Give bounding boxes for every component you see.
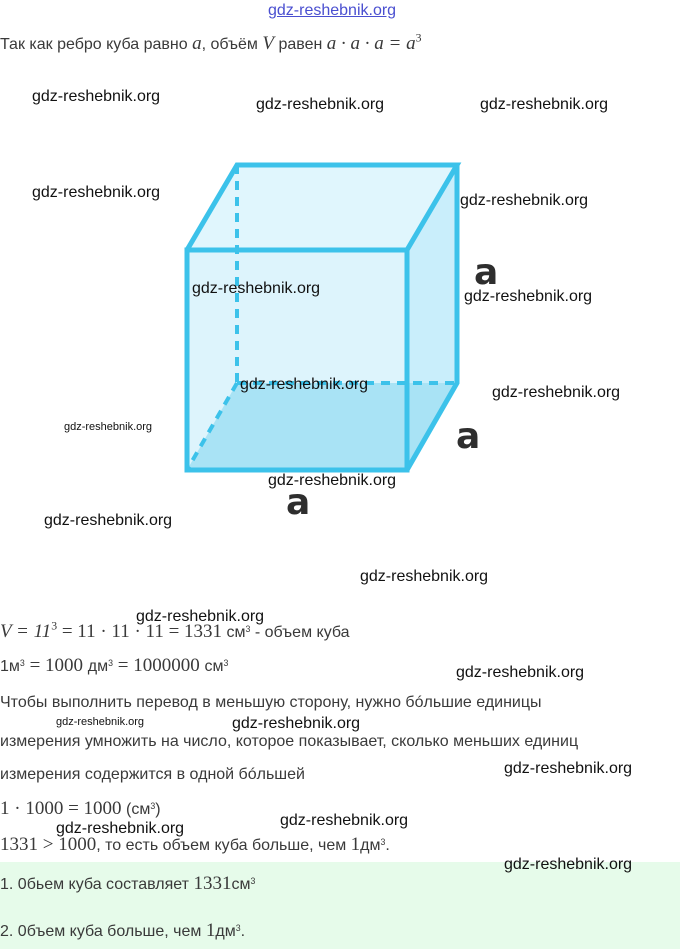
var-a: a <box>192 33 202 54</box>
edge-label-height: a <box>474 252 499 293</box>
paragraph-line-2: измерения умножить на число, которое показывает, сколько меньших единиц <box>0 733 579 750</box>
comparison-end: . <box>385 837 390 854</box>
watermark: gdz-reshebnik.org <box>232 715 361 732</box>
units-b: = 1000 <box>24 655 88 676</box>
units-a: 1м <box>0 658 20 675</box>
volume-unit: см <box>226 624 246 641</box>
units-c-exp: 3 <box>223 658 229 669</box>
intro-prefix: Так как ребро куба равно <box>0 36 188 53</box>
watermark: gdz-reshebnik.org <box>44 512 173 529</box>
answer-1 <box>0 873 255 895</box>
conversion-exp: 3 <box>150 801 156 812</box>
intro-exp: 3 <box>415 31 422 45</box>
watermark: gdz-reshebnik.org <box>492 384 621 401</box>
watermark: gdz-reshebnik.org <box>504 856 633 873</box>
watermark: gdz-reshebnik.org <box>192 280 321 297</box>
units-c: = 1000000 <box>113 655 205 676</box>
watermark: gdz-reshebnik.org <box>32 88 161 105</box>
watermark: gdz-reshebnik.org <box>360 568 489 585</box>
watermark: gdz-reshebnik.org <box>280 812 409 829</box>
answer-2-value: 1 <box>205 920 216 941</box>
volume-rest: = 11 · 11 · 11 = 1331 <box>57 621 223 642</box>
units-line <box>0 655 228 677</box>
comparison-unit: дм <box>360 837 381 854</box>
comparison-value: 1 <box>350 834 361 855</box>
conversion-close: ) <box>155 801 161 818</box>
watermark: gdz-reshebnik.org <box>504 760 633 777</box>
watermark: gdz-reshebnik.org <box>460 192 589 209</box>
watermark: gdz-reshebnik.org <box>256 96 385 113</box>
answer-2-exp: 3 <box>235 923 241 934</box>
answer-2 <box>0 920 245 942</box>
volume-tail: - объем куба <box>250 624 350 641</box>
conversion-formula: 1 · 1000 = 1000 <box>0 798 122 819</box>
watermark: gdz-reshebnik.org <box>480 96 609 113</box>
site-header-link[interactable]: gdz-reshebnik.org <box>268 2 397 19</box>
conversion-line <box>0 798 161 820</box>
answer-1-unit: см <box>231 876 251 893</box>
watermark: gdz-reshebnik.org <box>240 376 369 393</box>
watermark: gdz-reshebnik.org <box>464 288 593 305</box>
cube-figure <box>150 150 510 520</box>
answer-box <box>0 862 680 949</box>
paragraph-line-1: Чтобы выполнить перевод в меньшую сторону, нужно бóльшие единицы <box>0 694 542 711</box>
paragraph-line-3: измерения содержится в одной бóльшей <box>0 766 305 783</box>
units-b-unit: дм <box>87 658 109 675</box>
watermark: gdz-reshebnik.org <box>56 716 145 728</box>
watermark: gdz-reshebnik.org <box>456 664 585 681</box>
edge-label-depth: a <box>456 416 481 457</box>
intro-mid2: равен <box>278 36 323 53</box>
watermark: gdz-reshebnik.org <box>32 184 161 201</box>
intro-line <box>0 33 421 55</box>
answer-2-unit: дм <box>215 923 236 940</box>
volume-unit-exp: 3 <box>245 624 251 635</box>
watermark: gdz-reshebnik.org <box>56 820 185 837</box>
answer-2-end: . <box>240 923 246 940</box>
watermark: gdz-reshebnik.org <box>64 421 153 433</box>
answer-1-exp: 3 <box>250 876 256 887</box>
conversion-unit: (см <box>121 801 151 818</box>
volume-formula: V = 11 <box>0 621 52 642</box>
var-V: V <box>262 33 274 54</box>
comparison-exp: 3 <box>380 837 386 848</box>
intro-mid: , объём <box>201 36 258 53</box>
units-a-exp: 3 <box>19 658 25 669</box>
intro-formula: a · a · a = a <box>326 33 416 54</box>
watermark: gdz-reshebnik.org <box>268 472 397 489</box>
answer-2-prefix: 2. 0бъем куба больше, чем <box>0 923 206 940</box>
edge-label-width: a <box>286 482 311 520</box>
comparison-text: , то есть объем куба больше, чем <box>96 837 351 854</box>
units-b-exp: 3 <box>108 658 114 669</box>
answer-1-value: 1331 <box>193 873 232 894</box>
answer-1-prefix: 1. 0бьем куба составляет <box>0 876 194 893</box>
comparison-formula: 1331 > 1000 <box>0 834 97 855</box>
watermark: gdz-reshebnik.org <box>136 608 265 625</box>
volume-exp: 3 <box>51 619 58 633</box>
units-c-unit: см <box>204 658 224 675</box>
